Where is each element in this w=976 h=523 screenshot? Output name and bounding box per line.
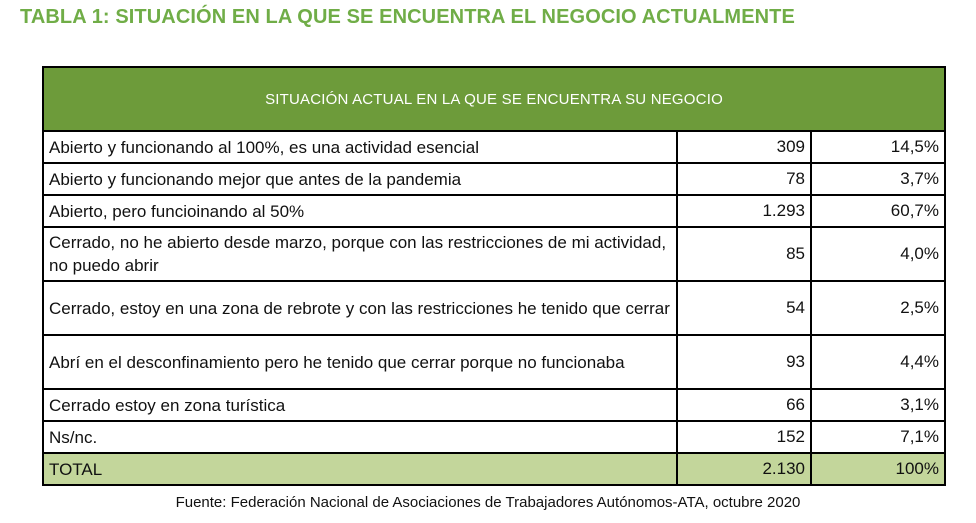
table-row	[43, 163, 945, 195]
row-percent: 60,7%	[811, 195, 945, 227]
total-row	[43, 453, 945, 485]
row-label: Abierto y funcionando al 100%, es una actividad esencial	[43, 131, 677, 163]
table-row	[43, 281, 945, 335]
total-count: 2.130	[677, 453, 811, 485]
source-note: Fuente: Federación Nacional de Asociaciones de Trabajadores Autónomos-ATA, octubre 2020	[175, 494, 801, 511]
row-label: Cerrado estoy en zona turística	[43, 389, 677, 421]
table-row	[43, 131, 945, 163]
row-percent: 4,4%	[811, 335, 945, 389]
row-percent: 2,5%	[811, 281, 945, 335]
page-title: TABLA 1: SITUACIÓN EN LA QUE SE ENCUENTRA EL NEGOCIO ACTUALMENTE	[20, 6, 795, 28]
row-count: 85	[677, 227, 811, 281]
row-percent: 3,7%	[811, 163, 945, 195]
row-label: Cerrado, no he abierto desde marzo, porque con las restricciones de mi actividad, no puedo abrir	[43, 227, 677, 281]
table-row	[43, 227, 945, 281]
row-percent: 7,1%	[811, 421, 945, 453]
total-percent: 100%	[811, 453, 945, 485]
data-table	[42, 66, 946, 486]
table-row	[43, 421, 945, 453]
row-count: 78	[677, 163, 811, 195]
row-label: Abierto, pero funcioinando al 50%	[43, 195, 677, 227]
row-count: 309	[677, 131, 811, 163]
table-row	[43, 335, 945, 389]
row-percent: 4,0%	[811, 227, 945, 281]
row-count: 152	[677, 421, 811, 453]
total-label: TOTAL	[43, 453, 677, 485]
row-label: Abrí en el desconfinamiento pero he tenido que cerrar porque no funcionaba	[43, 335, 677, 389]
row-count: 54	[677, 281, 811, 335]
row-label: Abierto y funcionando mejor que antes de la pandemia	[43, 163, 677, 195]
row-count: 93	[677, 335, 811, 389]
row-count: 1.293	[677, 195, 811, 227]
row-percent: 14,5%	[811, 131, 945, 163]
row-percent: 3,1%	[811, 389, 945, 421]
row-label: Ns/nc.	[43, 421, 677, 453]
row-label: Cerrado, estoy en una zona de rebrote y con las restricciones he tenido que cerrar	[43, 281, 677, 335]
table-header: SITUACIÓN ACTUAL EN LA QUE SE ENCUENTRA SU NEGOCIO	[43, 67, 945, 131]
table-row	[43, 389, 945, 421]
row-count: 66	[677, 389, 811, 421]
table-row	[43, 195, 945, 227]
